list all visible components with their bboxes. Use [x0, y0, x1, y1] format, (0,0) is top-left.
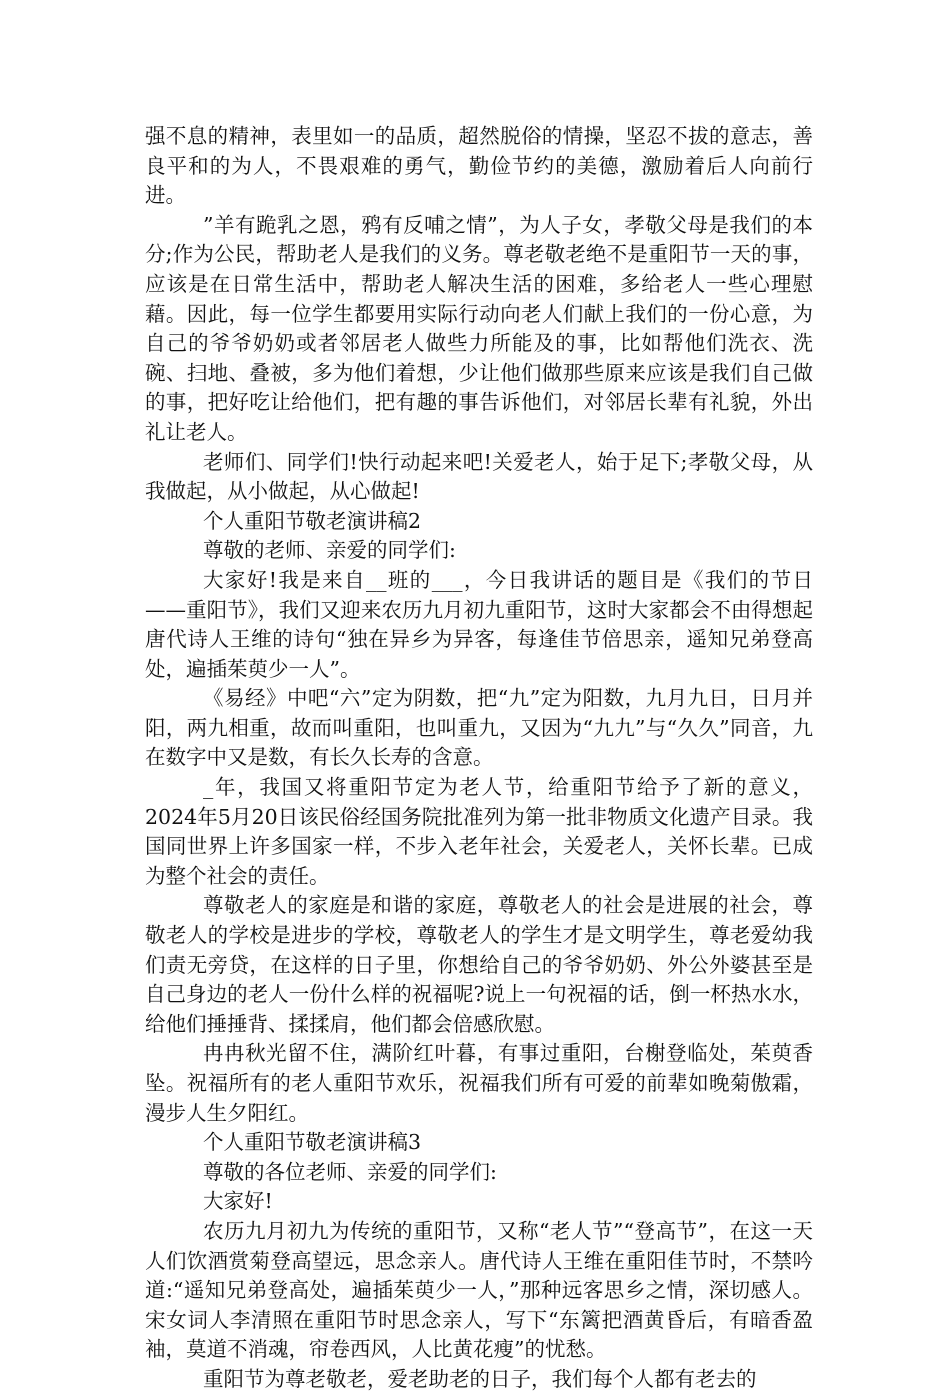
- paragraph: 农历九月初九为传统的重阳节，又称“老人节”“登高节”，在这一天人们饮酒赏菊登高望远，思念亲人。唐代诗人王维在重阳佳节时，不禁吟道:“遥知兄弟登高处，遍插茱萸少一人，”那种远客思乡之情，深切感人。宋女词人李清照在重阳节时思念亲人，写下“东篱把酒黄昏后，有暗香盈袖，莫道不消魂，帘卷西风，人比黄花瘦”的忧愁。: [145, 1218, 813, 1362]
- paragraph: 个人重阳节敬老演讲稿3: [203, 1130, 422, 1155]
- paragraph: 重阳节为尊老敬老，爱老助老的日子，我们每个人都有老去的: [203, 1366, 757, 1391]
- paragraph: 老师们、同学们!快行动起来吧!关爱老人，始于足下;孝敬父母，从我做起，从小做起，从心做起!: [145, 449, 813, 504]
- paragraph: 强不息的精神，表里如一的品质，超然脱俗的情操，坚忍不拔的意志，善良平和的为人，不畏艰难的勇气，勤俭节约的美德，激励着后人向前行进。: [145, 124, 813, 208]
- paragraph: _年，我国又将重阳节定为老人节，给重阳节给予了新的意义，2024年5月20日该民俗经国务院批准列为第一批非物质文化遗产目录。我国同世界上许多国家一样，不步入老年社会，关爱老人，关怀长辈。已成为整个社会的责任。: [145, 775, 813, 888]
- paragraph: 大家好!我是来自__班的___，今日我讲话的题目是《我们的节日——重阳节》，我们又迎来农历九月初九重阳节，这时大家都会不由得想起唐代诗人王维的诗句“独在异乡为异客，每逢佳节倍思亲，遥知兄弟登高处，遍插茱萸少一人”。: [145, 567, 813, 681]
- paragraph: 尊敬的老师、亲爱的同学们:: [203, 538, 456, 563]
- paragraph: 个人重阳节敬老演讲稿2: [203, 508, 422, 533]
- paragraph: 《易经》中吧“六”定为阴数，把“九”定为阳数，九月九日，日月并阳，两九相重，故而叫重阳，也叫重九，又因为“九九”与“久久”同音，九在数字中又是数，有长久长寿的含意。: [145, 686, 813, 770]
- paragraph: 尊敬老人的家庭是和谐的家庭，尊敬老人的社会是进展的社会，尊敬老人的学校是进步的学校，尊敬老人的学生才是文明学生，尊老爱幼我们责无旁贷，在这样的日子里，你想给自己的爷爷奶奶、外公外婆甚至是自己身边的老人一份什么样的祝福呢?说上一句祝福的话，倒一杯热水水，给他们捶捶背、揉揉肩，他们都会倍感欣慰。: [145, 893, 813, 1036]
- document-body: [145, 122, 813, 1395]
- paragraph: 冉冉秋光留不住，满阶红叶暮，有事过重阳，台榭登临处，茱萸香坠。祝福所有的老人重阳节欢乐，祝福我们所有可爱的前辈如晚菊傲霜，漫步人生夕阳红。: [145, 1041, 813, 1125]
- paragraph: 尊敬的各位老师、亲爱的同学们:: [203, 1159, 497, 1184]
- paragraph: 大家好!: [203, 1189, 273, 1214]
- paragraph: ”羊有跪乳之恩，鸦有反哺之情”，为人子女，孝敬父母是我们的本分;作为公民，帮助老人是我们的义务。尊老敬老绝不是重阳节一天的事，应该是在日常生活中，帮助老人解决生活的困难，多给老人一些心理慰藉。因此，每一位学生都要用实际行动向老人们献上我们的一份心意，为自己的爷爷奶奶或者邻居老人做些力所能及的事，比如帮他们洗衣、洗碗、扫地、叠被，多为他们着想，少让他们做那些原来应该是我们自己做的事，把好吃让给他们，把有趣的事告诉他们，对邻居长辈有礼貌，外出礼让老人。: [145, 212, 813, 444]
